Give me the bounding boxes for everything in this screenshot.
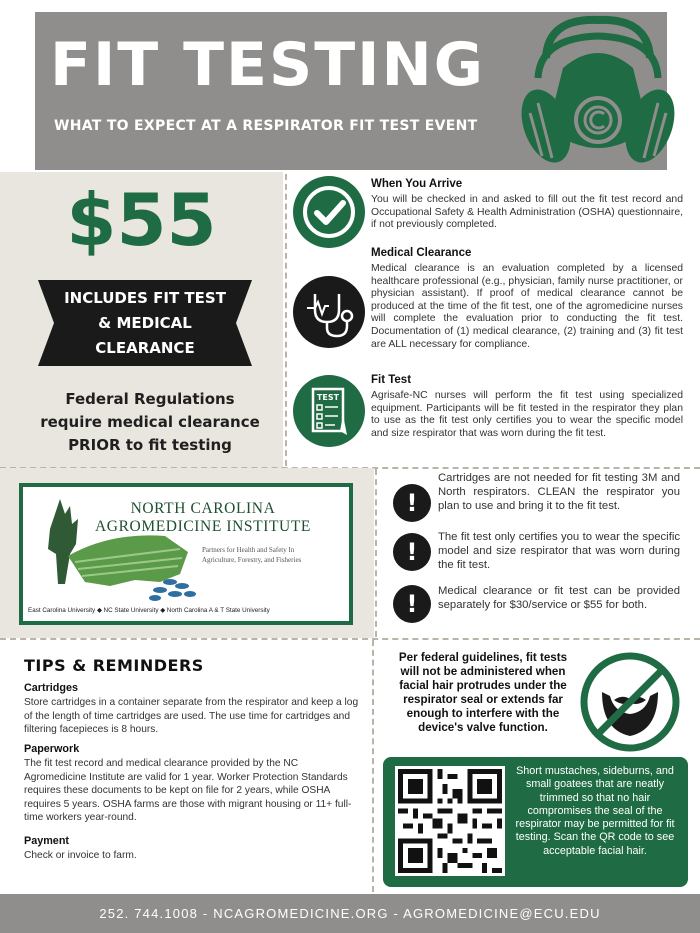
test-checklist-icon xyxy=(293,375,365,447)
stethoscope-icon xyxy=(293,276,365,348)
federal-line: require medical clearance xyxy=(40,413,260,431)
includes-line: INCLUDES FIT TEST xyxy=(64,289,226,307)
footer-contact: 252. 744.1008 - NCAGROMEDICINE.ORG - AGROMEDICINE@ECU.EDU xyxy=(99,906,601,921)
respirator-mask-icon xyxy=(508,8,688,180)
no-beard-icon xyxy=(580,652,680,752)
section-body-arrive: You will be checked in and asked to fill out the fit test record and Occupational Safety & Health Administration (OSHA) questionnaire, if not previously completed. xyxy=(371,194,683,231)
logo-title-line: AGROMEDICINE INSTITUTE xyxy=(95,518,311,535)
tips-title: TIPS & REMINDERS xyxy=(24,656,204,675)
tip-heading: Cartridges xyxy=(24,682,79,694)
includes-label xyxy=(38,286,252,361)
logo-tagline xyxy=(202,545,301,565)
divider xyxy=(375,469,377,637)
checkmark-icon xyxy=(293,176,365,248)
section-body-medical: Medical clearance is an evaluation completed by a licensed healthcare professional (e.g., physician, family nurse practitioner, or physician assistant). If proof of medical clearance cannot be produced at the time of the fit test, one of the agromedicine nurses will complete the evaluation prior to conducting the fit test. Documentation of (1) medical clearance, (2) training and (3) fit test are ALL necessary for compliance. xyxy=(371,263,683,350)
warning-text: Medical clearance or fit test can be provided separately for $30/service or $55 for both. xyxy=(438,585,680,611)
tip-body: The fit test record and medical clearance provided by the NC Agromedicine Institute are valid for 1 year. Worker Protection Standards requires these documents to be kept on file for 2 years, while OSHA requires 5 years. OSHA farms are those with migrant housing or 11+ full-time workers year-round. xyxy=(24,758,352,823)
tip-heading: Payment xyxy=(24,835,70,847)
divider xyxy=(372,640,374,892)
divider xyxy=(0,638,700,640)
federal-line: PRIOR to fit testing xyxy=(68,436,232,454)
includes-line: CLEARANCE xyxy=(95,339,195,357)
page-subtitle: WHAT TO EXPECT AT A RESPIRATOR FIT TEST EVENT xyxy=(54,118,478,134)
qr-code-icon[interactable] xyxy=(395,766,505,876)
section-title-arrive: When You Arrive xyxy=(371,178,463,190)
logo-title xyxy=(95,500,311,536)
federal-line: Federal Regulations xyxy=(65,390,235,408)
logo-universities: East Carolina University ◆ NC State University ◆ North Carolina A & T State University xyxy=(28,607,270,614)
page-title: FIT TESTING xyxy=(50,30,485,100)
section-title-fit-test: Fit Test xyxy=(371,374,412,386)
warning-text: The fit test only certifies you to wear the specific model and size respirator that was worn during the fit test. xyxy=(438,531,680,571)
exclamation-icon: ! xyxy=(393,533,431,571)
price: $55 xyxy=(66,178,217,262)
federal-regulations-note xyxy=(20,388,280,457)
exclamation-icon: ! xyxy=(393,484,431,522)
warning-text: Cartridges are not needed for fit testing 3M and North respirators. CLEAN the respirator you plan to use and bring it to the fit test. xyxy=(438,472,680,512)
facial-hair-qr-text: Short mustaches, sideburns, and small goatees that are neatly trimmed so that no hair compromises the seal of the respirator may be permitted for fit testing. Scan the QR code to see acceptable facial hair. xyxy=(515,765,675,857)
tip-body: Check or invoice to farm. xyxy=(24,850,137,861)
logo-tagline-line: Partners for Health and Safety In xyxy=(202,546,295,554)
logo-title-line: NORTH CAROLINA xyxy=(130,500,276,517)
section-title-medical: Medical Clearance xyxy=(371,247,472,259)
divider xyxy=(285,174,287,466)
svg-text:TEST: TEST xyxy=(316,393,340,402)
logo-tagline-line: Agriculture, Forestry, and Fisheries xyxy=(202,556,302,564)
section-body-fit-test: Agrisafe-NC nurses will perform the fit test using specialized equipment. Participants will be fit tested in the respirator they plan to use as the fit test only certifies you to wear the specific model and size respirator that was worn during the fit test. xyxy=(371,390,683,439)
tip-heading: Paperwork xyxy=(24,743,80,755)
includes-line: & MEDICAL xyxy=(98,314,192,332)
exclamation-icon: ! xyxy=(393,585,431,623)
facial-hair-notice: Per federal guidelines, fit tests will not be administered when facial hair protrudes under the respirator seal or extends far enough to interfere with the device's valve function. xyxy=(398,651,568,734)
tip-body: Store cartridges in a container separate from the respirator and keep a log of the length of time cartridges are used. The use time for cartridges and filtering facepieces is 8 hours. xyxy=(24,697,359,735)
